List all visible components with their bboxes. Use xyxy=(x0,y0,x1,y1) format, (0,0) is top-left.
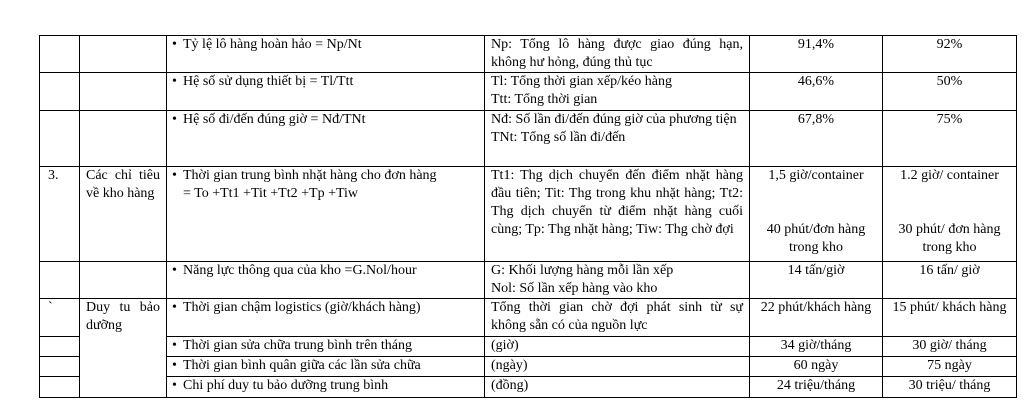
current-value: 14 tấn/giờ xyxy=(750,262,883,299)
row-number xyxy=(40,262,80,299)
description-cell: Tl: Tổng thời gian xếp/kéo hàng Ttt: Tổng thời gian xyxy=(485,73,750,111)
bullet-icon: • xyxy=(172,378,177,393)
target-value: 75 ngày xyxy=(883,357,1017,377)
indicator-cell: • Thời gian bình quân giữa các lần sửa chữa xyxy=(167,357,485,377)
row-number xyxy=(40,73,80,111)
indicator-cell: • Tỷ lệ lô hàng hoàn hảo = Np/Nt xyxy=(167,36,485,73)
description-cell: Tt1: Thg dịch chuyển đến điểm nhặt hàng đầu tiên; Tit: Thg trong khu nhặt hàng; Tt2: Thg dịch chuyển từ điểm nhặt hàng cuối cùng; Tp: Thg nhặt hàng; Tiw: Thg chờ đợi xyxy=(485,167,750,262)
table-row xyxy=(40,299,1017,337)
bullet-icon: • xyxy=(172,338,177,353)
target-value: 75% xyxy=(883,111,1017,167)
kpi-table xyxy=(39,35,1017,398)
table-row xyxy=(40,377,1017,398)
target-value: 16 tấn/ giờ xyxy=(883,262,1017,299)
target-value: 30 giờ/ tháng xyxy=(883,337,1017,357)
table-row xyxy=(40,262,1017,299)
target-value: 1.2 giờ/ container 30 phút/ đơn hàng trong kho xyxy=(883,167,1017,262)
indicator-cell: • Thời gian sửa chữa trung bình trên tháng xyxy=(167,337,485,357)
target-value: 15 phút/ khách hàng xyxy=(883,299,1017,337)
table-row xyxy=(40,36,1017,73)
category-cell xyxy=(80,73,167,111)
indicator-cell: • Hệ số sử dụng thiết bị = Tl/Ttt xyxy=(167,73,485,111)
description-cell: (đồng) xyxy=(485,377,750,398)
category-cell xyxy=(80,111,167,167)
bullet-icon: • xyxy=(172,112,177,127)
table-row xyxy=(40,167,1017,262)
bullet-icon: • xyxy=(172,37,177,52)
target-value: 92% xyxy=(883,36,1017,73)
table-row xyxy=(40,337,1017,357)
bullet-icon: • xyxy=(172,74,177,89)
current-value: 34 giờ/tháng xyxy=(750,337,883,357)
row-number xyxy=(40,36,80,73)
indicator-cell: • Thời gian chậm logistics (giờ/khách hàng) xyxy=(167,299,485,337)
bullet-icon: • xyxy=(172,168,177,183)
indicator-cell: • Thời gian trung bình nhặt hàng cho đơn hàng = To +Tt1 +Tit +Tt2 +Tp +Tiw xyxy=(167,167,485,262)
indicator-cell: • Năng lực thông qua của kho =G.Nol/hour xyxy=(167,262,485,299)
category-cell: Duy tu bảo dưỡng xyxy=(80,299,167,398)
current-value: 46,6% xyxy=(750,73,883,111)
bullet-icon: • xyxy=(172,300,177,315)
category-cell xyxy=(80,36,167,73)
row-number xyxy=(40,337,80,357)
target-value: 50% xyxy=(883,73,1017,111)
indicator-cell: • Chi phí duy tu bảo dưỡng trung bình xyxy=(167,377,485,398)
category-cell xyxy=(80,262,167,299)
current-value: 24 triệu/tháng xyxy=(750,377,883,398)
target-value: 30 triệu/ tháng xyxy=(883,377,1017,398)
current-value: 67,8% xyxy=(750,111,883,167)
current-value: 22 phút/khách hàng xyxy=(750,299,883,337)
formula-text: = To +Tt1 +Tit +Tt2 +Tp +Tiw xyxy=(183,186,359,201)
row-number xyxy=(40,377,80,398)
bullet-icon: • xyxy=(172,358,177,373)
current-value: 60 ngày xyxy=(750,357,883,377)
description-cell: Tổng thời gian chờ đợi phát sinh từ sự không sẵn có của nguồn lực xyxy=(485,299,750,337)
table-row xyxy=(40,357,1017,377)
row-number xyxy=(40,111,80,167)
category-cell: Các chỉ tiêu về kho hàng xyxy=(80,167,167,262)
description-cell: Np: Tổng lô hàng được giao đúng hạn, không hư hỏng, đúng thủ tục xyxy=(485,36,750,73)
description-cell: G: Khối lượng hàng mỗi lần xếp Nol: Số lần xếp hàng vào kho xyxy=(485,262,750,299)
current-value: 91,4% xyxy=(750,36,883,73)
description-cell: Nđ: Số lần đi/đến đúng giờ của phương tiện TNt: Tổng số lần đi/đến xyxy=(485,111,750,167)
row-number: 3. xyxy=(40,167,80,262)
description-cell: (ngày) xyxy=(485,357,750,377)
indicator-cell: • Hệ số đi/đến đúng giờ = Nđ/TNt xyxy=(167,111,485,167)
bullet-icon: • xyxy=(172,263,177,278)
current-value: 1,5 giờ/container 40 phút/đơn hàng trong kho xyxy=(750,167,883,262)
description-cell: (giờ) xyxy=(485,337,750,357)
row-number xyxy=(40,357,80,377)
table-row xyxy=(40,111,1017,167)
table-row xyxy=(40,73,1017,111)
row-number: ` xyxy=(40,299,80,337)
